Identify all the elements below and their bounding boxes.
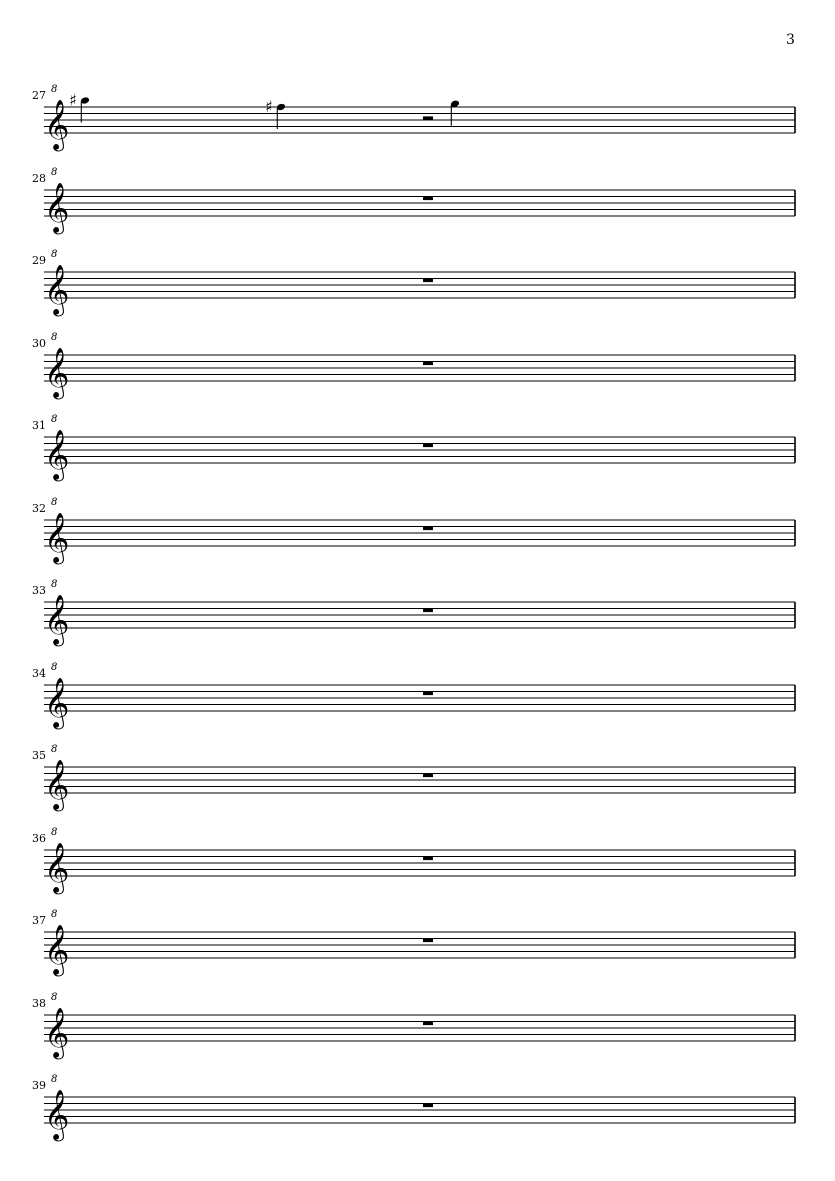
whole-rest: [423, 939, 433, 943]
whole-rest: [423, 857, 433, 861]
staff-system: [32, 744, 795, 812]
measure-number: 27: [32, 89, 46, 102]
measure-number: 38: [32, 997, 46, 1010]
whole-rest: [423, 362, 433, 366]
sharp-icon: ♯: [265, 97, 273, 116]
treble-clef-8va-icon: 𝄞: [44, 1008, 70, 1058]
staff-system: [32, 909, 795, 977]
whole-rest: [423, 609, 433, 613]
whole-rest: [423, 527, 433, 531]
treble-clef-8va-icon: 𝄞: [44, 678, 70, 728]
treble-clef-8va-icon: 𝄞: [44, 348, 70, 398]
staff-system: [32, 579, 795, 647]
ottava-marking: 8: [51, 414, 58, 425]
treble-clef-8va-icon: 𝄞: [44, 100, 70, 150]
whole-rest: [423, 279, 433, 283]
ottava-marking: 8: [51, 332, 58, 343]
measure-number: 39: [32, 1079, 46, 1092]
measure-number: 30: [32, 337, 46, 350]
ottava-marking: 8: [51, 249, 58, 260]
measure-number: 37: [32, 914, 46, 927]
measure-number: 28: [32, 172, 46, 185]
staff-system: [32, 1074, 795, 1142]
note: [69, 91, 90, 123]
whole-rest: [423, 1104, 433, 1108]
staff-system: [32, 167, 795, 235]
whole-rest: [423, 774, 433, 778]
whole-rest: [423, 692, 433, 696]
whole-rest: [423, 197, 433, 201]
note: [265, 97, 286, 129]
treble-clef-8va-icon: 𝄞: [44, 843, 70, 893]
ottava-marking: 8: [51, 827, 58, 838]
measure-number: 29: [32, 254, 46, 267]
measure-number: 35: [32, 749, 46, 762]
ottava-marking: 8: [51, 579, 58, 590]
treble-clef-8va-icon: 𝄞: [44, 1090, 70, 1140]
treble-clef-8va-icon: 𝄞: [44, 430, 70, 480]
treble-clef-8va-icon: 𝄞: [44, 265, 70, 315]
measure-number: 36: [32, 832, 46, 845]
measure-number: 32: [32, 502, 46, 515]
measure-number: 34: [32, 667, 46, 680]
note: [450, 99, 460, 125]
treble-clef-8va-icon: 𝄞: [44, 760, 70, 810]
sharp-icon: ♯: [69, 90, 77, 110]
staff-system: [32, 662, 795, 730]
staff-system: [32, 827, 795, 895]
measure-number: 33: [32, 584, 46, 597]
half-rest: [423, 116, 433, 120]
ottava-marking: 8: [51, 744, 58, 755]
page-number: 3: [786, 32, 795, 48]
ottava-marking: 8: [51, 992, 58, 1003]
staff-system: [32, 249, 795, 317]
measure-number: 31: [32, 419, 46, 432]
ottava-marking: 8: [51, 497, 58, 508]
treble-clef-8va-icon: 𝄞: [44, 595, 70, 645]
staff-system: [32, 84, 795, 152]
ottava-marking: 8: [51, 1074, 58, 1085]
staff-system: [32, 992, 795, 1060]
ottava-marking: 8: [51, 84, 58, 95]
ottava-marking: 8: [51, 662, 58, 673]
treble-clef-8va-icon: 𝄞: [44, 513, 70, 563]
whole-rest: [423, 444, 433, 448]
treble-clef-8va-icon: 𝄞: [44, 925, 70, 975]
staff-system: [32, 332, 795, 400]
staff-system: [32, 414, 795, 482]
ottava-marking: 8: [51, 909, 58, 920]
ottava-marking: 8: [51, 167, 58, 178]
whole-rest: [423, 1022, 433, 1026]
treble-clef-8va-icon: 𝄞: [44, 183, 70, 233]
staff-system: [32, 497, 795, 565]
